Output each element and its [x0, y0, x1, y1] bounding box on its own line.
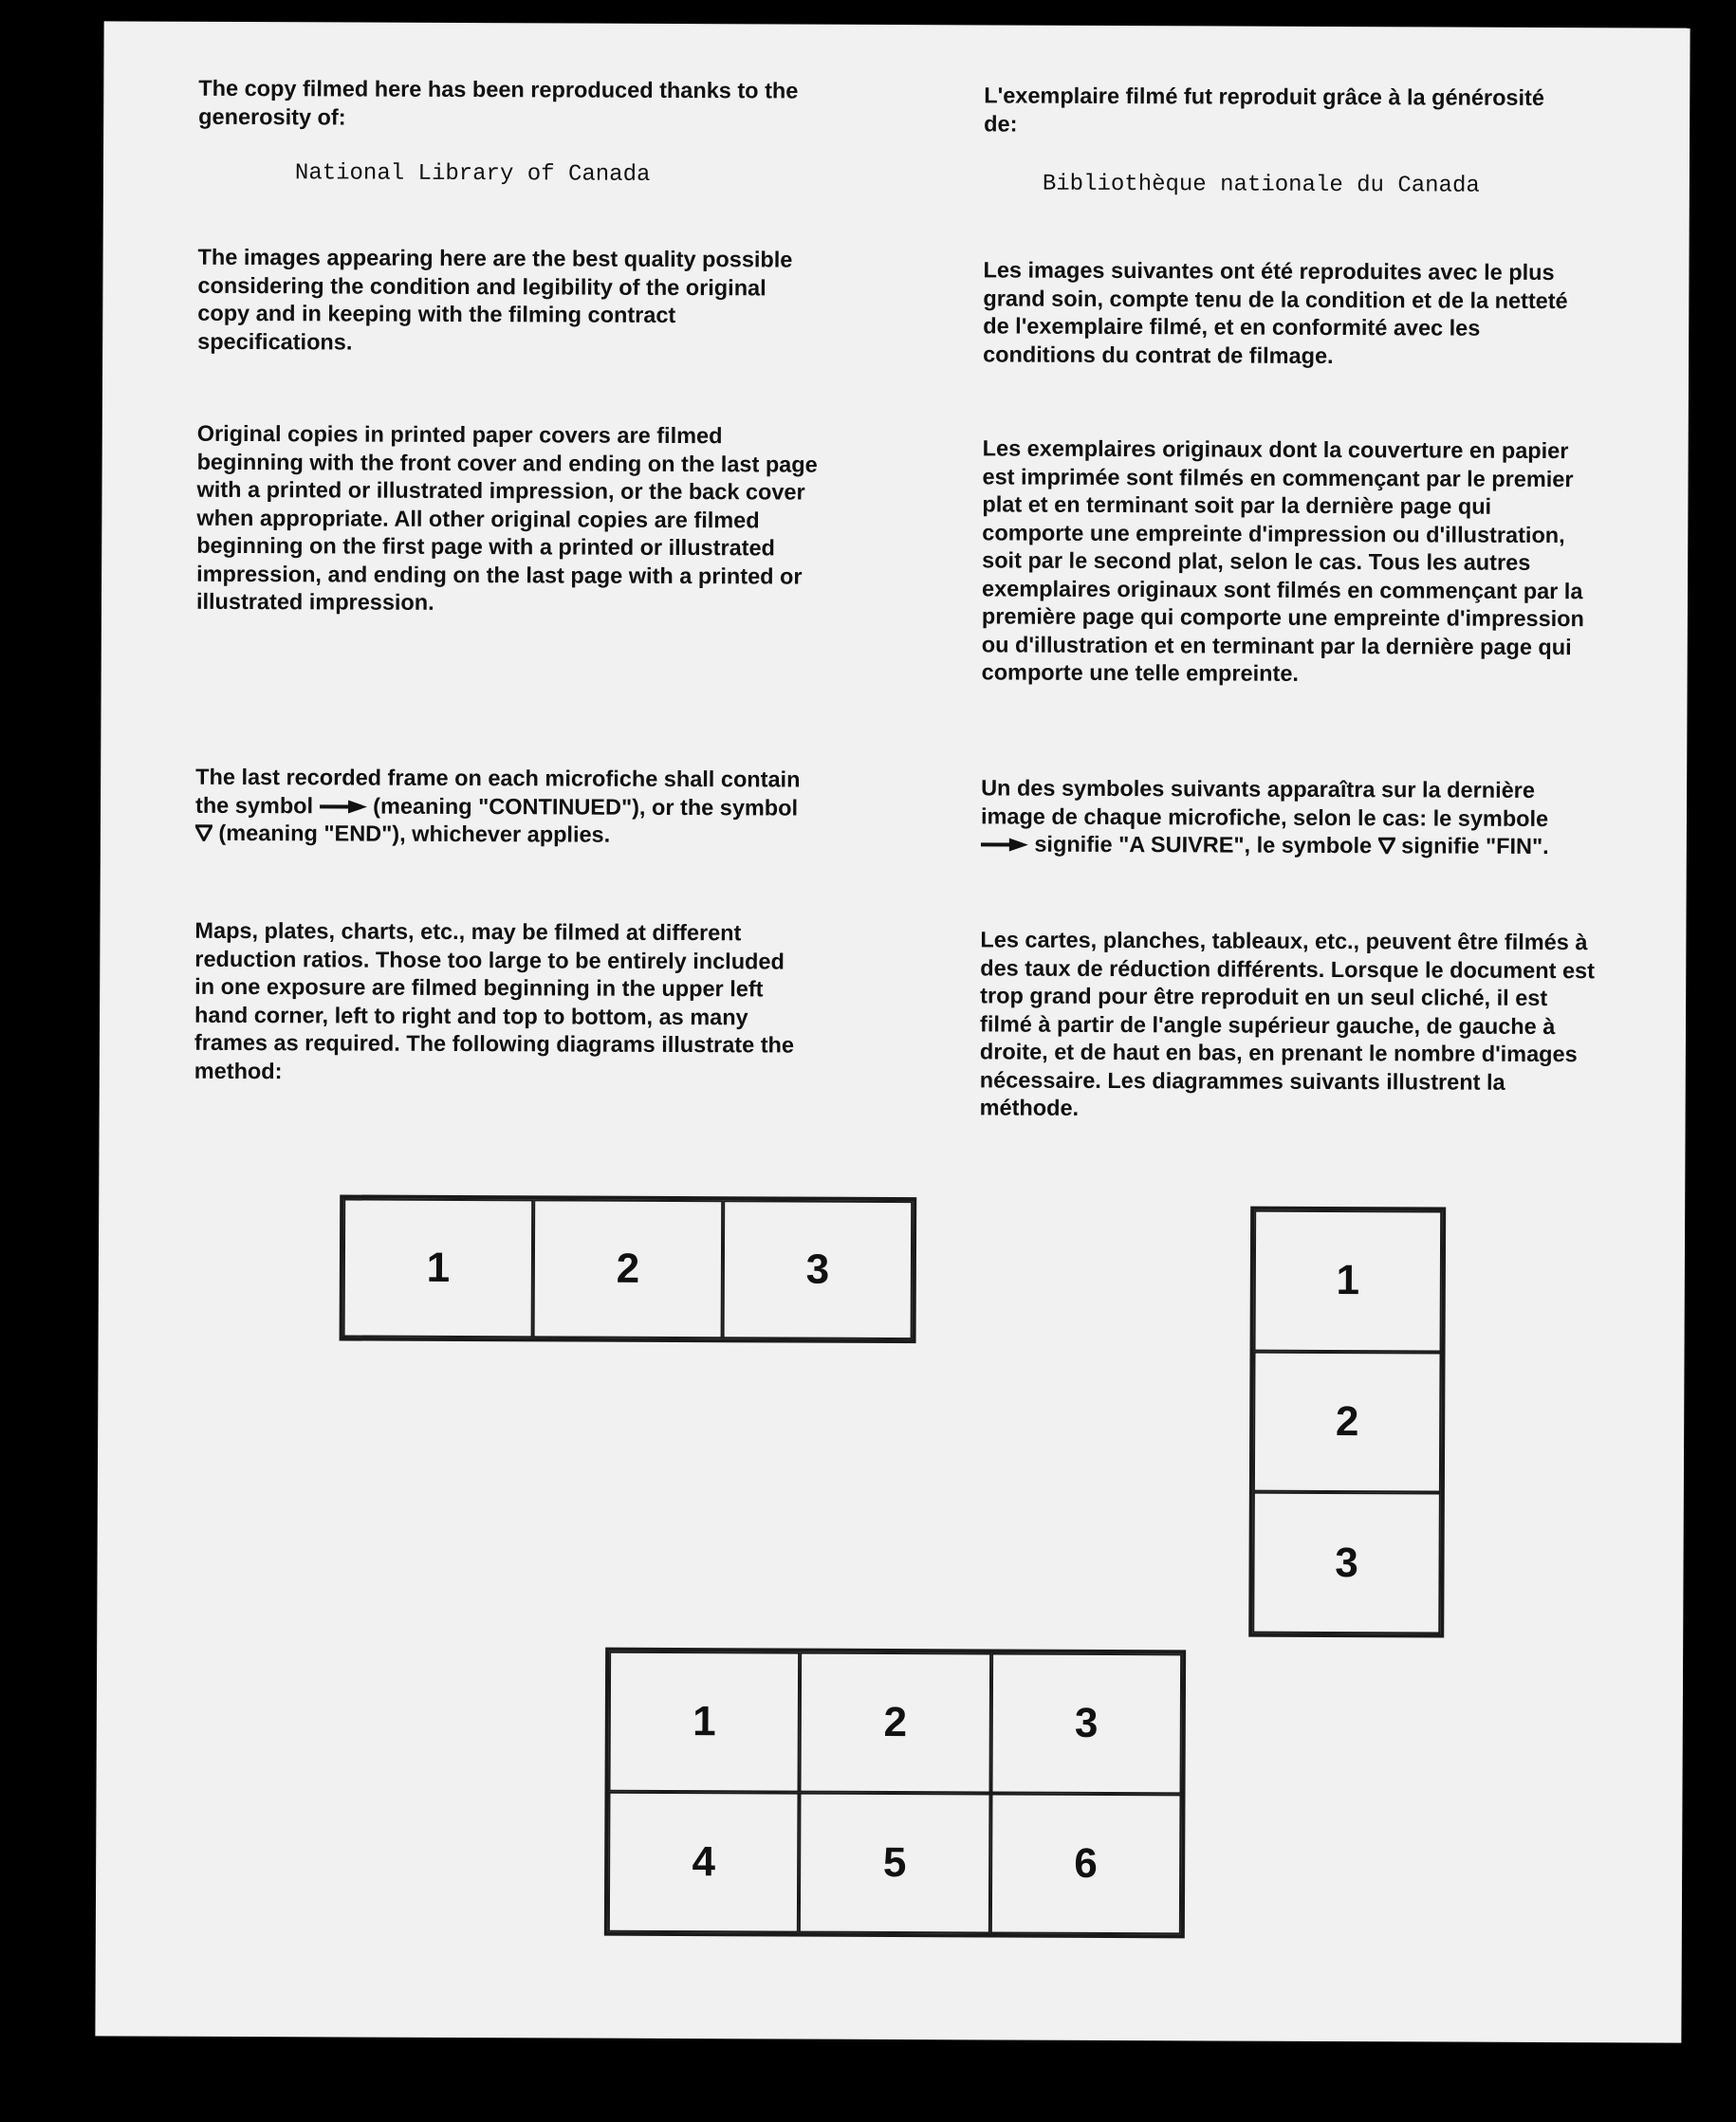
english-library-name: National Library of Canada	[294, 160, 651, 188]
english-intro: The copy filmed here has been reproduced thanks to the generosity of:	[198, 75, 799, 129]
horizontal-frames-diagram	[340, 1194, 917, 1343]
triangle-down-icon	[195, 824, 212, 841]
french-symbols-part-c: signifie "FIN".	[1401, 833, 1549, 859]
six-frames-diagram	[604, 1648, 1186, 1939]
triangle-down-icon	[1378, 837, 1395, 854]
french-originals-paragraph: Les exemplaires originaux dont la couverture en papier est imprimée sont filmés en commençant par le premier plat et en terminant soit par la dernière page qui comporte une empreinte d'impression ou d'illustration, soit par le second plat, selon le cas. Tous les autres exemplaires originaux sont filmés en commençant par la première page qui comporte une empreinte d'impression ou d'illustration et en terminant par la dernière page qui comporte une telle empreinte.	[981, 435, 1584, 686]
french-symbols-part-b: signifie "A SUIVRE", le symbole	[1034, 831, 1373, 858]
french-quality-paragraph: Les images suivantes ont été reproduites avec le plus grand soin, compte tenu de la condition et de la netteté de l'exemplaire filmé, et en conformité avec les conditions du contrat de filmage.	[983, 257, 1568, 368]
frame-cell: 3	[990, 1652, 1182, 1794]
english-symbols-part-b: (meaning "CONTINUED"), or the symbol	[373, 793, 799, 821]
french-symbols-part-a: Un des symboles suivants apparaîtra sur la dernière image de chaque microfiche, selon le cas: le symbole	[980, 775, 1549, 831]
french-intro: L'exemplaire filmé fut reproduit grâce à la générosité de:	[984, 83, 1545, 137]
english-quality-paragraph: The images appearing here are the best quality possible considering the condition and legibility of the original copy and in keeping with the filming contract specifications.	[197, 244, 793, 355]
frame-cell: 2	[800, 1652, 991, 1794]
frame-cell: 1	[609, 1651, 801, 1793]
english-column	[194, 22, 863, 1083]
english-symbols-part-c: (meaning "END"), whichever applies.	[218, 820, 611, 847]
english-originals-paragraph: Original copies in printed paper covers are filmed beginning with the front cover and ending on the last page with a printed or illustrated impression, or the back cover when appropriate. All other original copies are filmed beginning on the first page with a printed or illustrated impression, and ending on the last page with a printed or illustrated impression.	[195, 420, 818, 615]
frame-cell: 5	[799, 1793, 990, 1934]
frame-cell: 1	[1254, 1210, 1443, 1353]
english-symbols-paragraph	[195, 764, 803, 850]
french-maps-paragraph: Les cartes, planches, tableaux, etc., peuvent être filmés à des taux de réduction différents. Lorsque le document est trop grand pour être reproduit en un seul cliché, il est filmé à partir de l'angle supérieur gauche, de gauche à droite, et de haut en bas, en prenant le nombre d'images nécessaire. Les diagrammes suivants illustrent la méthode.	[979, 927, 1596, 1120]
vertical-frames-diagram	[1248, 1207, 1446, 1638]
arrow-right-icon	[981, 836, 1028, 853]
frame-cell: 2	[533, 1199, 724, 1338]
frame-cell: 6	[990, 1793, 1182, 1934]
french-library-name: Bibliothèque nationale du Canada	[1042, 171, 1480, 199]
english-maps-paragraph: Maps, plates, charts, etc., may be filmed at different reduction ratios. Those too large to be entirely included in one exposure are filmed beginning in the upper left hand corner, left to right and top to bottom, as many frames as required. The following diagrams illustrate the method:	[194, 917, 795, 1083]
frame-cell: 3	[1252, 1492, 1441, 1634]
frame-cell: 3	[723, 1200, 914, 1339]
french-symbols-paragraph	[981, 774, 1588, 860]
frame-cell: 2	[1253, 1351, 1442, 1493]
frame-cell: 1	[343, 1198, 534, 1338]
french-column	[979, 25, 1649, 1120]
microfiche-target-page	[95, 21, 1690, 2042]
english-symbols-part-a: The last recorded frame on each microfiche shall contain the symbol	[194, 764, 801, 818]
frame-cell: 4	[608, 1792, 800, 1933]
arrow-right-icon	[320, 798, 367, 815]
